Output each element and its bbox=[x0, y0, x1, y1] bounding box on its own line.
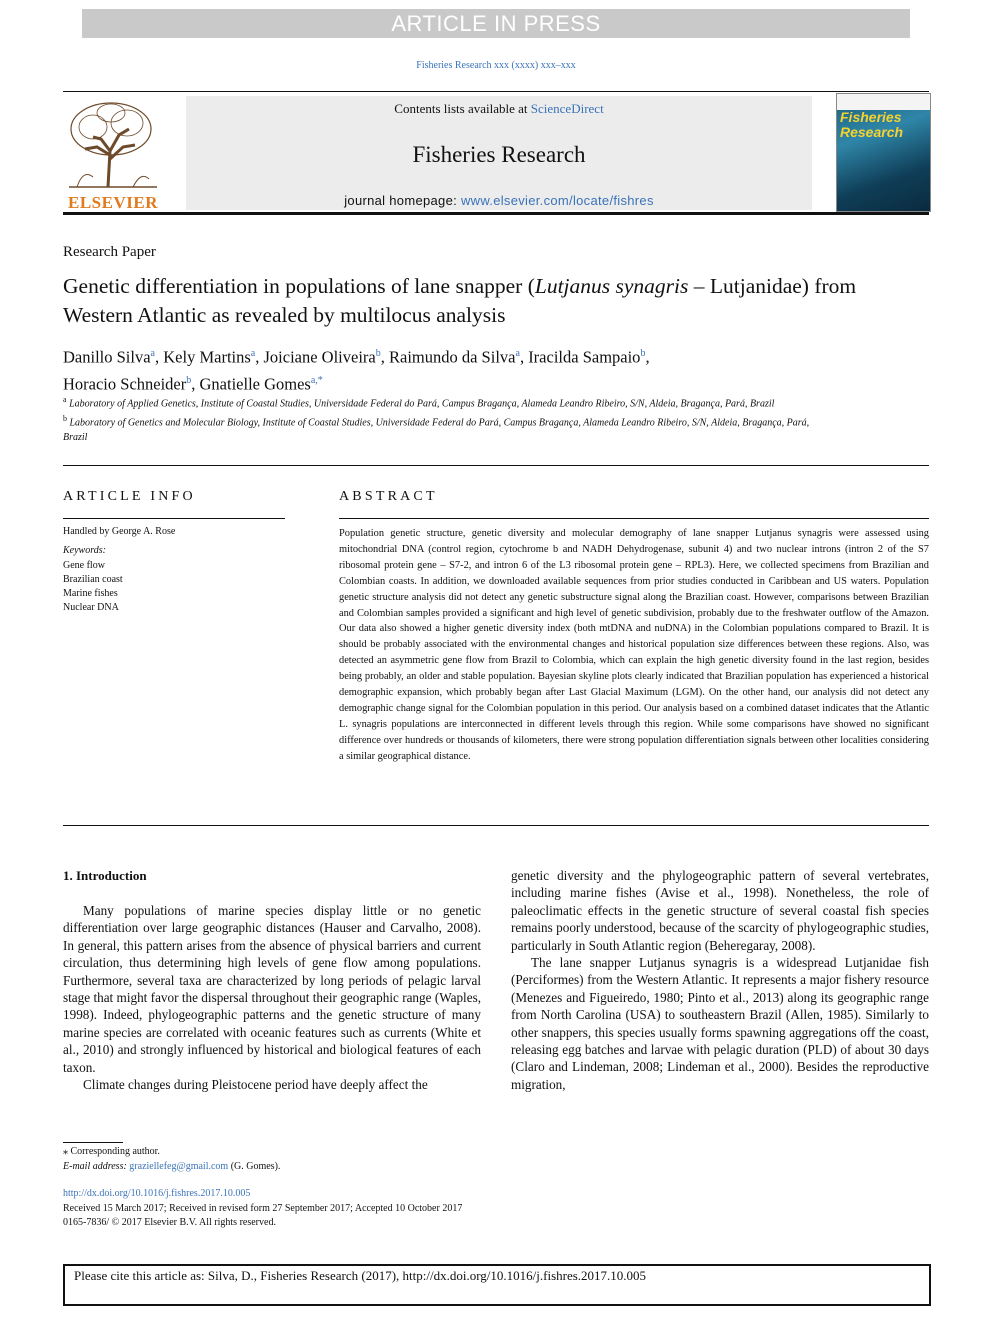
affiliation-mark: a bbox=[63, 395, 67, 404]
author-list: Danillo Silva$^a$, Kely Martins$^a$, Joiciane Oliveira$^b$, Raimundo da Silva$^a$, Iracilda Sampaio$^b$, Horacio Schneider$^b$, Gnatielle Gomes$^{a,*}$ bbox=[63, 347, 650, 393]
handled-by: Handled by George A. Rose bbox=[63, 526, 176, 537]
homepage-link[interactable]: www.elsevier.com/locate/fishres bbox=[460, 193, 654, 208]
footnote-rule bbox=[63, 1142, 123, 1143]
article-title bbox=[63, 272, 929, 330]
title-species-name: Lutjanus synagris bbox=[534, 274, 689, 298]
copyright: 0165-7836/ © 2017 Elsevier B.V. All rights reserved. bbox=[63, 1217, 276, 1228]
author-name[interactable]: Danillo Silva bbox=[63, 347, 151, 367]
email-suffix: (G. Gomes). bbox=[228, 1161, 281, 1172]
email-label: E-mail address: bbox=[63, 1161, 130, 1172]
author-affiliation-mark[interactable]: a bbox=[150, 348, 155, 359]
affiliation-text: Laboratory of Applied Genetics, Institute of Coastal Studies, Universidade Federal do Pará, Campus Bragança, Alameda Leandro Ribeiro, S/N, Aldeia, Bragança, Pará, Brazil bbox=[69, 398, 775, 410]
affiliations bbox=[63, 393, 823, 445]
author-name[interactable]: Iracilda Sampaio bbox=[528, 347, 641, 367]
body-column-right bbox=[511, 867, 929, 1093]
affiliation-mark: b bbox=[63, 413, 67, 423]
author-affiliation-mark[interactable]: a bbox=[515, 348, 520, 359]
keyword: Gene flow bbox=[63, 560, 105, 571]
body-paragraph: Many populations of marine species display little or no genetic differentiation over large geographic distances (Hauser and Carvalho, 2008). In general, this pattern arises from the absence of physical barriers and current circulation, thus determining high levels of gene flow among populations. Furthermore, several taxa are characterized by long periods of pelagic larval stage that might favor the dispersal throughout their geographic range (Waples, 1998). Indeed, phylogeographic patterns and the genetic structure of many marine species are correlated with oceanic features such as currents (White et al., 2010) and strongly influenced by historical and biological features of each taxon. bbox=[63, 903, 481, 1075]
header-bottom-rule bbox=[63, 212, 929, 215]
keyword: Brazilian coast bbox=[63, 574, 123, 585]
keyword-list bbox=[63, 559, 123, 615]
title-part-1: Genetic differentiation in populations of lane snapper ( bbox=[63, 274, 535, 298]
sciencedirect-link[interactable]: ScienceDirect bbox=[530, 101, 604, 116]
section-divider bbox=[63, 825, 929, 826]
author-name[interactable]: Joiciane Oliveira bbox=[263, 347, 376, 367]
affiliation-text: Laboratory of Genetics and Molecular Biology, Institute of Coastal Studies, Universidade Federal do Pará, Campus Bragança, Alameda Leandro Ribeiro, S/N, Aldeia, Bragança, Pará, Brazil bbox=[63, 417, 810, 443]
author-affiliation-mark[interactable]: a,* bbox=[310, 374, 323, 386]
section-divider bbox=[63, 465, 929, 466]
body-paragraph: genetic diversity and the phylogeographic pattern of several vertebrates, including marine fishes (Avise et al., 1998). Nonetheless, the role of paleoclimatic effects in the genetic structure of several coastal fish species remains poorly understood, because of the scarcity of phylogeographic studies, particularly in South Atlantic region (Beheregaray, 2008). bbox=[511, 868, 929, 953]
elsevier-wordmark: ELSEVIER bbox=[68, 193, 158, 212]
affiliation-b bbox=[63, 412, 823, 445]
header-top-rule bbox=[63, 91, 929, 92]
cover-header-strip bbox=[837, 94, 930, 110]
author-name[interactable]: Kely Martins bbox=[163, 347, 251, 367]
affiliation-a bbox=[63, 393, 823, 412]
author-name[interactable]: Raimundo da Silva bbox=[388, 347, 516, 367]
keyword: Nuclear DNA bbox=[63, 602, 119, 613]
article-info-rule bbox=[63, 518, 285, 519]
title-part-2: – Lutjanidae) from Western Atlantic as revealed by multilocus analysis bbox=[63, 274, 857, 327]
contents-prefix: Contents lists available at bbox=[394, 101, 531, 116]
received-dates: Received 15 March 2017; Received in revised form 27 September 2017; Accepted 10 October 2017 bbox=[63, 1203, 463, 1214]
author-affiliation-mark[interactable]: b bbox=[186, 374, 192, 386]
abstract-rule bbox=[339, 518, 929, 519]
journal-reference-link[interactable]: Fisheries Research xxx (xxxx) xxx–xxx bbox=[416, 60, 576, 71]
author-affiliation-mark[interactable]: a bbox=[250, 348, 256, 359]
keywords-label: Keywords: bbox=[63, 545, 106, 556]
body-paragraph: Climate changes during Pleistocene period have deeply affect the bbox=[83, 1077, 428, 1093]
homepage-prefix: journal homepage: bbox=[344, 193, 461, 208]
email-note bbox=[63, 1161, 563, 1172]
journal-cover-image bbox=[836, 93, 931, 212]
article-info-heading: ARTICLE INFO bbox=[63, 489, 196, 504]
author-name[interactable]: Horacio Schneider bbox=[63, 374, 187, 393]
author-affiliation-mark[interactable]: b bbox=[640, 348, 646, 359]
body-paragraph: The lane snapper Lutjanus synagris is a widespread Lutjanidae fish (Perciformes) from the Western Atlantic. It represents a major fishery resource (Menezes and Figueiredo, 1980; Pinto et al., 2013) along its geographic range from North Carolina (USA) to southeastern Brazil (Allen, 1985). Similarly to other snappers, this species usually forms spawning aggregations off the coast, releasing egg batches and larvae with pelagic duration (PLD) of about 30 days (Claro and Lindeman, 2008; Lindeman et al., 2000). Besides the reproductive migration, bbox=[511, 955, 929, 1092]
body-column-left bbox=[63, 902, 481, 1093]
corresponding-author-note: ⁎ Corresponding author. bbox=[63, 1146, 160, 1157]
contents-available-line bbox=[186, 101, 812, 117]
author-affiliation-mark[interactable]: b bbox=[375, 348, 381, 359]
cite-this-article-text: Please cite this article as: Silva, D., Fisheries Research (2017), http://dx.doi.org/10.1016/j.fishres.2017.10.005 bbox=[74, 1268, 647, 1283]
cover-title: Fisheries Research bbox=[840, 109, 904, 140]
journal-name: Fisheries Research bbox=[412, 142, 586, 167]
article-type: Research Paper bbox=[63, 244, 156, 260]
introduction-heading: 1. Introduction bbox=[63, 868, 147, 883]
article-in-press-banner: ARTICLE IN PRESS bbox=[82, 9, 910, 38]
abstract-text: Population genetic structure, genetic diversity and molecular demography of lane snapper Lutjanus synagris were assessed using mitochondrial DNA (control region, cytochrome b and NADH Dehydrogenase, subunit 4) and two nuclear introns (intron 2 of the S7 ribosomal protein gene – S7-2, and intron 6 of the L3 ribosomal protein gene – RPL3). Here, we collected specimens from Brazilian and Colombian coasts. In addition, we downloaded available sequences from prior studies conducted in Caribbean and US waters. Population genetic structure analysis did not detect any genetic substructure signal along the Brazilian coast. However, comparisons between Brazilian and Colombian samples provided a significant and high level of genetic subdivision, probably due to the freshwater outflow of the Amazon. Our data also showed a higher genetic diversity index (both mtDNA and nuDNA) in the Colombian populations compared to Brazil. It is should be probably associated with the environmental changes and historical population size differences between these regions. Also, was detected an asymmetric gene flow from Brazil to Colombia, which can explain the high genetic diversity found in the last region, besides being probably, an older and stable population. Bayesian skyline plots clearly indicated that Brazilian population has experienced a historical demographic expansion, which probably began after Last Glacial Maximum (LGM). On the other hand, our analysis did not detect any demographic change signal for the Colombian population in this period. Our analysis based on a combined dataset indicates that the Atlantic L. synagris populations are interconnected in different levels through this region. While some comparisons have showed no significant difference over hundreds or thousands of kilometers, there were strong population differentiation signals between other localities considering a similar geographical distance. bbox=[339, 528, 929, 762]
abstract-heading: ABSTRACT bbox=[339, 489, 438, 504]
keyword: Marine fishes bbox=[63, 588, 118, 599]
email-link[interactable]: graziellefeg@gmail.com bbox=[129, 1161, 229, 1172]
doi-link[interactable]: http://dx.doi.org/10.1016/j.fishres.2017.10.005 bbox=[63, 1188, 251, 1199]
author-name[interactable]: Gnatielle Gomes bbox=[199, 374, 311, 393]
journal-homepage-line bbox=[186, 193, 812, 208]
